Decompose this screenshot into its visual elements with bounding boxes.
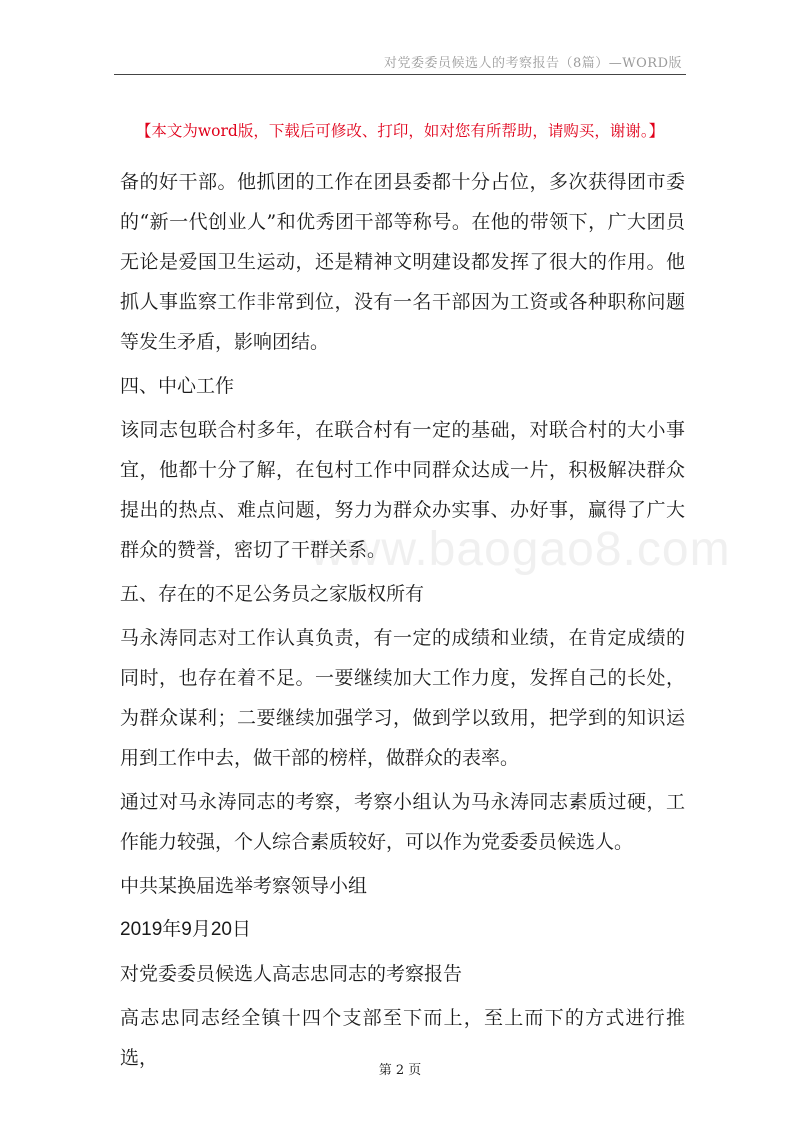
document-body bbox=[120, 162, 685, 1082]
report-title: 对党委委员候选人高志忠同志的考察报告 bbox=[120, 963, 463, 985]
section-heading-4: 四、中心工作 bbox=[120, 375, 235, 397]
signature-org: 中共某换届选举考察领导小组 bbox=[120, 875, 368, 897]
download-notice: 【本文为word版，下载后可修改、打印，如对您有所帮助，请购买，谢谢。】 bbox=[135, 122, 665, 140]
paragraph-1: 备的好干部。他抓团的工作在团县委都十分占位，多次获得团市委的“新一代创业人”和优秀团干部等称号。在他的带领下，广大团员无论是爱国卫生运动，还是精神文明建设都发挥了很大的作用。他抓人事监察工作非常到位，没有一名干部因为工资或各种职称问题等发生矛盾，影响团结。 bbox=[120, 171, 685, 353]
paragraph-3: 马永涛同志对工作认真负责，有一定的成绩和业绩，在肯定成绩的同时，也存在着不足。一要继续加大工作力度，发挥自己的长处，为群众谋利；二要继续加强学习，做到学以致用，把学到的知识运用到工作中去，做干部的榜样，做群众的表率。 bbox=[120, 627, 685, 769]
paragraph-2: 该同志包联合村多年，在联合村有一定的基础，对联合村的大小事宜，他都十分了解，在包村工作中同群众达成一片，积极解决群众提出的热点、难点问题，努力为群众办实事、办好事，赢得了广大群众的赞誉，密切了干群关系。 bbox=[120, 419, 685, 561]
header-divider bbox=[114, 74, 686, 75]
paragraph-4: 高志忠同志经全镇十四个支部至下而上，至上而下的方式进行推选， bbox=[120, 1007, 685, 1069]
watermark: www.baogao8.com bbox=[310, 523, 731, 576]
paragraph-conclusion: 通过对马永涛同志的考察，考察小组认为马永涛同志素质过硬，工作能力较强，个人综合素质较好，可以作为党委委员候选人。 bbox=[120, 791, 685, 853]
section-heading-5: 五、存在的不足公务员之家版权所有 bbox=[120, 583, 425, 605]
document-header-title: 对党委委员候选人的考察报告（8篇）—WORD版 bbox=[383, 56, 682, 71]
signature-date: 2019年9月20日 bbox=[120, 919, 251, 940]
page-number: 第 2 页 bbox=[378, 1063, 422, 1078]
